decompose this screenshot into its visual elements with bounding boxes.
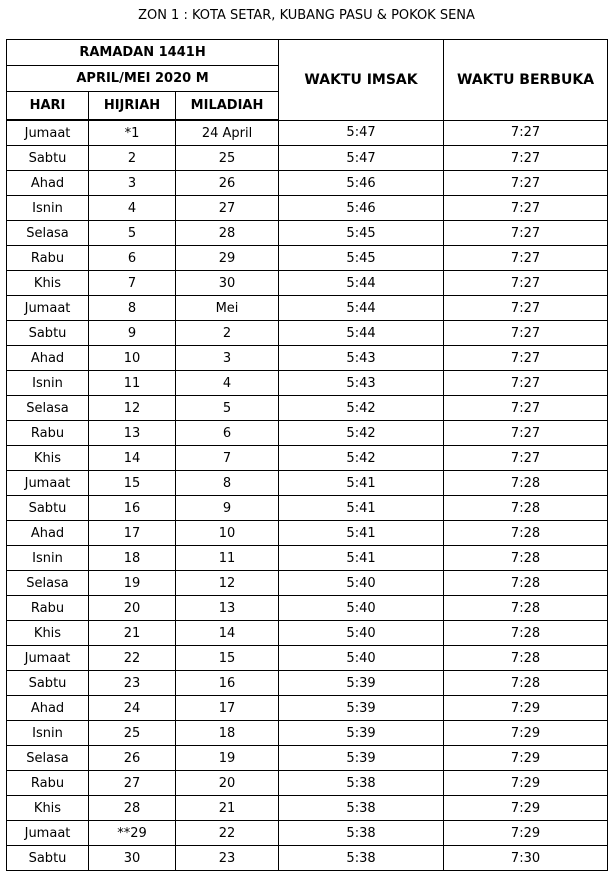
gregorian-date-cell: 9 <box>176 496 279 521</box>
berbuka-time-cell: 7:28 <box>444 621 608 646</box>
table-row <box>7 596 608 621</box>
imsak-time-cell: 5:38 <box>279 821 444 846</box>
berbuka-time-cell: 7:27 <box>444 371 608 396</box>
day-cell: Jumaat <box>7 646 89 671</box>
day-cell: Rabu <box>7 421 89 446</box>
day-cell: Sabtu <box>7 321 89 346</box>
berbuka-time-cell: 7:28 <box>444 571 608 596</box>
gregorian-date-cell: 15 <box>176 646 279 671</box>
imsak-time-cell: 5:43 <box>279 371 444 396</box>
imsak-time-cell: 5:40 <box>279 596 444 621</box>
imsak-time-cell: 5:38 <box>279 771 444 796</box>
table-row <box>7 396 608 421</box>
berbuka-time-cell: 7:27 <box>444 120 608 146</box>
day-cell: Jumaat <box>7 821 89 846</box>
miladiah-column-header: MILADIAH <box>176 92 279 121</box>
table-row <box>7 246 608 271</box>
imsak-time-cell: 5:43 <box>279 346 444 371</box>
imsak-time-cell: 5:42 <box>279 446 444 471</box>
imsak-time-cell: 5:40 <box>279 621 444 646</box>
imsak-time-cell: 5:38 <box>279 796 444 821</box>
day-cell: Selasa <box>7 571 89 596</box>
imsak-time-cell: 5:38 <box>279 846 444 871</box>
table-header <box>7 40 608 121</box>
table-row <box>7 171 608 196</box>
imsak-time-cell: 5:45 <box>279 246 444 271</box>
berbuka-time-cell: 7:28 <box>444 496 608 521</box>
gregorian-date-cell: 12 <box>176 571 279 596</box>
berbuka-time-cell: 7:28 <box>444 646 608 671</box>
day-cell: Selasa <box>7 746 89 771</box>
hijri-date-cell: 13 <box>89 421 176 446</box>
hijri-date-cell: 9 <box>89 321 176 346</box>
berbuka-time-cell: 7:27 <box>444 271 608 296</box>
berbuka-time-cell: 7:27 <box>444 171 608 196</box>
table-row <box>7 221 608 246</box>
gregorian-date-cell: 19 <box>176 746 279 771</box>
berbuka-time-cell: 7:29 <box>444 696 608 721</box>
berbuka-time-cell: 7:27 <box>444 421 608 446</box>
imsak-time-cell: 5:40 <box>279 646 444 671</box>
gregorian-date-cell: 30 <box>176 271 279 296</box>
gregorian-date-cell: 28 <box>176 221 279 246</box>
gregorian-date-cell: 3 <box>176 346 279 371</box>
gregorian-date-cell: 17 <box>176 696 279 721</box>
table-row <box>7 496 608 521</box>
berbuka-time-cell: 7:30 <box>444 846 608 871</box>
day-cell: Sabtu <box>7 496 89 521</box>
day-cell: Isnin <box>7 546 89 571</box>
table-row <box>7 146 608 171</box>
gregorian-date-cell: 21 <box>176 796 279 821</box>
berbuka-time-cell: 7:27 <box>444 396 608 421</box>
day-cell: Jumaat <box>7 471 89 496</box>
imsak-time-cell: 5:41 <box>279 496 444 521</box>
gregorian-date-cell: 20 <box>176 771 279 796</box>
hijri-date-cell: *1 <box>89 120 176 146</box>
berbuka-time-cell: 7:27 <box>444 296 608 321</box>
imsak-time-cell: 5:44 <box>279 321 444 346</box>
day-cell: Khis <box>7 271 89 296</box>
berbuka-time-cell: 7:27 <box>444 446 608 471</box>
imsak-time-cell: 5:40 <box>279 571 444 596</box>
day-cell: Ahad <box>7 696 89 721</box>
berbuka-time-cell: 7:28 <box>444 471 608 496</box>
hari-column-header: HARI <box>7 92 89 121</box>
day-cell: Khis <box>7 621 89 646</box>
imsak-time-cell: 5:39 <box>279 721 444 746</box>
berbuka-time-cell: 7:28 <box>444 521 608 546</box>
day-cell: Sabtu <box>7 146 89 171</box>
table-row <box>7 120 608 146</box>
table-row <box>7 746 608 771</box>
table-row <box>7 421 608 446</box>
table-row <box>7 646 608 671</box>
gregorian-date-cell: 10 <box>176 521 279 546</box>
day-cell: Jumaat <box>7 120 89 146</box>
hijri-date-cell: 8 <box>89 296 176 321</box>
imsak-time-cell: 5:47 <box>279 120 444 146</box>
gregorian-date-cell: 29 <box>176 246 279 271</box>
gregorian-date-cell: 7 <box>176 446 279 471</box>
berbuka-column-header: WAKTU BERBUKA <box>444 40 608 121</box>
table-row <box>7 621 608 646</box>
gregorian-date-cell: 26 <box>176 171 279 196</box>
imsak-time-cell: 5:44 <box>279 296 444 321</box>
hijri-date-cell: **29 <box>89 821 176 846</box>
day-cell: Isnin <box>7 196 89 221</box>
gregorian-date-cell: 6 <box>176 421 279 446</box>
berbuka-time-cell: 7:27 <box>444 321 608 346</box>
gregorian-date-cell: 4 <box>176 371 279 396</box>
hijri-date-cell: 22 <box>89 646 176 671</box>
hijri-date-cell: 12 <box>89 396 176 421</box>
gregorian-date-cell: 22 <box>176 821 279 846</box>
hijri-date-cell: 30 <box>89 846 176 871</box>
day-cell: Khis <box>7 446 89 471</box>
table-row <box>7 796 608 821</box>
hijri-date-cell: 11 <box>89 371 176 396</box>
berbuka-time-cell: 7:27 <box>444 146 608 171</box>
gregorian-date-cell: Mei <box>176 296 279 321</box>
table-row <box>7 471 608 496</box>
day-cell: Rabu <box>7 596 89 621</box>
berbuka-time-cell: 7:29 <box>444 746 608 771</box>
table-row <box>7 546 608 571</box>
hijri-date-cell: 25 <box>89 721 176 746</box>
berbuka-time-cell: 7:27 <box>444 196 608 221</box>
table-row <box>7 671 608 696</box>
month-header: APRIL/MEI 2020 M <box>7 66 279 92</box>
berbuka-time-cell: 7:27 <box>444 246 608 271</box>
gregorian-date-cell: 16 <box>176 671 279 696</box>
hijri-date-cell: 7 <box>89 271 176 296</box>
table-row <box>7 521 608 546</box>
hijri-date-cell: 24 <box>89 696 176 721</box>
day-cell: Selasa <box>7 396 89 421</box>
day-cell: Isnin <box>7 721 89 746</box>
imsak-time-cell: 5:42 <box>279 396 444 421</box>
imsak-time-cell: 5:39 <box>279 746 444 771</box>
gregorian-date-cell: 5 <box>176 396 279 421</box>
table-row <box>7 271 608 296</box>
ramadan-year-header: RAMADAN 1441H <box>7 40 279 66</box>
berbuka-time-cell: 7:28 <box>444 671 608 696</box>
table-row <box>7 321 608 346</box>
imsak-time-cell: 5:45 <box>279 221 444 246</box>
hijri-date-cell: 4 <box>89 196 176 221</box>
day-cell: Sabtu <box>7 846 89 871</box>
table-row <box>7 696 608 721</box>
berbuka-time-cell: 7:28 <box>444 596 608 621</box>
hijri-date-cell: 17 <box>89 521 176 546</box>
day-cell: Sabtu <box>7 671 89 696</box>
day-cell: Ahad <box>7 521 89 546</box>
imsak-time-cell: 5:42 <box>279 421 444 446</box>
hijriah-column-header: HIJRIAH <box>89 92 176 121</box>
imsak-time-cell: 5:41 <box>279 521 444 546</box>
imsak-column-header: WAKTU IMSAK <box>279 40 444 121</box>
day-cell: Ahad <box>7 346 89 371</box>
imsak-time-cell: 5:46 <box>279 171 444 196</box>
gregorian-date-cell: 8 <box>176 471 279 496</box>
table-row <box>7 296 608 321</box>
gregorian-date-cell: 11 <box>176 546 279 571</box>
hijri-date-cell: 6 <box>89 246 176 271</box>
imsak-time-cell: 5:41 <box>279 546 444 571</box>
table-row <box>7 721 608 746</box>
hijri-date-cell: 10 <box>89 346 176 371</box>
gregorian-date-cell: 14 <box>176 621 279 646</box>
imsak-time-cell: 5:46 <box>279 196 444 221</box>
ramadan-schedule-table <box>6 39 608 871</box>
berbuka-time-cell: 7:28 <box>444 546 608 571</box>
table-row <box>7 846 608 871</box>
table-row <box>7 571 608 596</box>
imsak-time-cell: 5:39 <box>279 696 444 721</box>
gregorian-date-cell: 27 <box>176 196 279 221</box>
day-cell: Rabu <box>7 771 89 796</box>
gregorian-date-cell: 23 <box>176 846 279 871</box>
imsak-time-cell: 5:39 <box>279 671 444 696</box>
day-cell: Ahad <box>7 171 89 196</box>
table-row <box>7 346 608 371</box>
hijri-date-cell: 23 <box>89 671 176 696</box>
table-row <box>7 821 608 846</box>
hijri-date-cell: 19 <box>89 571 176 596</box>
zone-title: ZON 1 : KOTA SETAR, KUBANG PASU & POKOK SENA <box>138 8 475 23</box>
berbuka-time-cell: 7:29 <box>444 721 608 746</box>
table-row <box>7 371 608 396</box>
berbuka-time-cell: 7:27 <box>444 346 608 371</box>
day-cell: Rabu <box>7 246 89 271</box>
imsak-time-cell: 5:47 <box>279 146 444 171</box>
berbuka-time-cell: 7:29 <box>444 796 608 821</box>
hijri-date-cell: 16 <box>89 496 176 521</box>
hijri-date-cell: 18 <box>89 546 176 571</box>
table-row <box>7 446 608 471</box>
berbuka-time-cell: 7:27 <box>444 221 608 246</box>
gregorian-date-cell: 2 <box>176 321 279 346</box>
hijri-date-cell: 15 <box>89 471 176 496</box>
day-cell: Selasa <box>7 221 89 246</box>
gregorian-date-cell: 13 <box>176 596 279 621</box>
berbuka-time-cell: 7:29 <box>444 821 608 846</box>
berbuka-time-cell: 7:29 <box>444 771 608 796</box>
imsak-time-cell: 5:41 <box>279 471 444 496</box>
gregorian-date-cell: 18 <box>176 721 279 746</box>
hijri-date-cell: 21 <box>89 621 176 646</box>
day-cell: Khis <box>7 796 89 821</box>
imsak-time-cell: 5:44 <box>279 271 444 296</box>
gregorian-date-cell: 24 April <box>176 120 279 146</box>
table-row <box>7 771 608 796</box>
hijri-date-cell: 20 <box>89 596 176 621</box>
day-cell: Isnin <box>7 371 89 396</box>
hijri-date-cell: 26 <box>89 746 176 771</box>
gregorian-date-cell: 25 <box>176 146 279 171</box>
hijri-date-cell: 28 <box>89 796 176 821</box>
table-row <box>7 196 608 221</box>
hijri-date-cell: 5 <box>89 221 176 246</box>
day-cell: Jumaat <box>7 296 89 321</box>
hijri-date-cell: 27 <box>89 771 176 796</box>
hijri-date-cell: 2 <box>89 146 176 171</box>
hijri-date-cell: 14 <box>89 446 176 471</box>
table-body <box>7 120 608 871</box>
hijri-date-cell: 3 <box>89 171 176 196</box>
